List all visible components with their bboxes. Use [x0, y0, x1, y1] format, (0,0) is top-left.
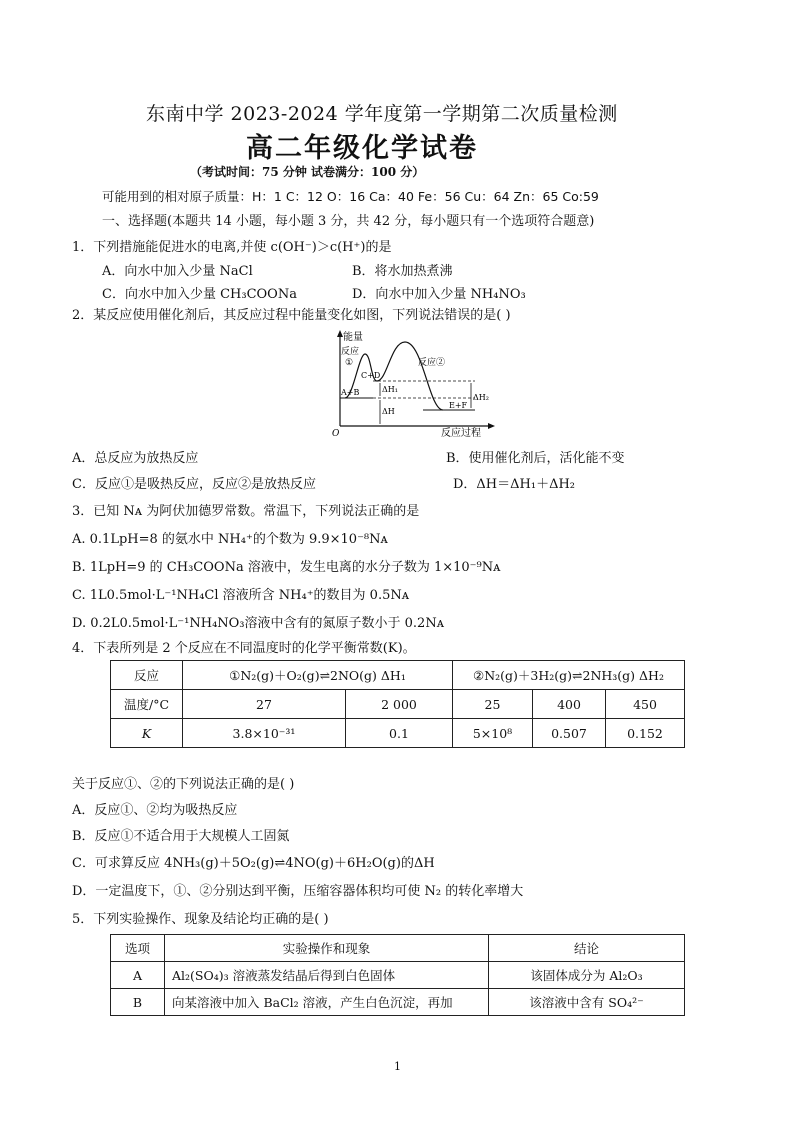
q1-option-a: A．向水中加入少量 NaCl [102, 264, 253, 279]
table-row [111, 719, 685, 748]
q4-follow: 关于反应①、②的下列说法正确的是( ) [72, 777, 295, 792]
ab-label: A+B [341, 388, 360, 397]
q1-option-b: B．将水加热煮沸 [352, 264, 453, 279]
row-label-k: K [111, 719, 183, 748]
q3-option-c: C. 1L0.5mol·L⁻¹NH₄Cl 溶液所含 NH₄⁺的数目为 0.5Nᴀ [72, 588, 410, 603]
exam-info: （考试时间：75 分钟 试卷满分：100 分） [190, 165, 425, 179]
reaction-2-label: 反应② [418, 358, 446, 368]
temp-cell: 25 [453, 690, 533, 719]
k-cell: 5×10⁸ [453, 719, 533, 748]
q1-stem: 1．下列措施能促进水的电离,并使 c(OH⁻)＞c(H⁺)的是 [72, 240, 392, 255]
x-axis-arrow [488, 423, 495, 429]
page-title: 高二年级化学试卷 [246, 133, 478, 164]
header-option: 选项 [111, 935, 165, 962]
origin-label: O [332, 429, 340, 439]
row-conclusion: 该溶液中含有 SO₄²⁻ [489, 989, 685, 1016]
q2-stem: 2．某反应使用催化剂后，其反应过程中能量变化如图，下列说法错误的是( ) [72, 308, 511, 323]
cd-label: C+D [361, 371, 381, 380]
row-option: B [111, 989, 165, 1016]
row-label-temp: 温度/°C [111, 690, 183, 719]
atomic-masses: 可能用到的相对原子质量：H：1 C：12 O：16 Ca：40 Fe：56 Cu：64 Zn：65 Co:59 [102, 189, 599, 204]
page-number: 1 [394, 1060, 401, 1073]
table-row [111, 989, 685, 1016]
row-label-reaction: 反应 [111, 661, 183, 690]
row-operation: Al₂(SO₄)₃ 溶液蒸发结晶后得到白色固体 [165, 962, 489, 989]
dh-label: ΔH [382, 407, 395, 416]
q2-option-c: C．反应①是吸热反应，反应②是放热反应 [72, 477, 316, 492]
k-cell: 0.1 [346, 719, 453, 748]
energy-diagram [325, 328, 500, 440]
q3-option-a: A. 0.1LpH=8 的氨水中 NH₄⁺的个数为 9.9×10⁻⁸Nᴀ [72, 532, 388, 547]
q1-option-c: C．向水中加入少量 CH₃COONa [102, 287, 297, 302]
dh2-label: ΔH₂ [473, 393, 489, 402]
table-row [111, 935, 685, 962]
q4-option-a: A．反应①、②均为吸热反应 [72, 803, 238, 818]
reaction-1-number: ① [345, 358, 354, 368]
experiment-table [110, 934, 685, 1016]
reaction-1-cell: ①N₂(g)＋O₂(g)⇌2NO(g) ΔH₁ [183, 661, 453, 690]
temp-cell: 450 [606, 690, 685, 719]
table-row [111, 690, 685, 719]
title-school: 东南中学 2023-2024 学年度第一学期第二次质量检测 [146, 103, 618, 125]
table-row [111, 661, 685, 690]
q1-option-d: D．向水中加入少量 NH₄NO₃ [352, 287, 526, 302]
temp-cell: 27 [183, 690, 346, 719]
k-cell: 0.507 [533, 719, 606, 748]
q4-option-d: D．一定温度下，①、②分别达到平衡，压缩容器体积均可使 N₂ 的转化率增大 [72, 884, 524, 899]
reaction-2-cell: ②N₂(g)＋3H₂(g)⇌2NH₃(g) ΔH₂ [453, 661, 685, 690]
q3-option-b: B. 1LpH=9 的 CH₃COONa 溶液中，发生电离的水分子数为 1×10⁻⁹Nᴀ [72, 560, 501, 575]
temp-cell: 2 000 [346, 690, 453, 719]
table-row [111, 962, 685, 989]
row-option: A [111, 962, 165, 989]
dh1-label: ΔH₁ [382, 385, 398, 394]
q3-stem: 3．已知 Nᴀ 为阿伏加德罗常数。常温下，下列说法正确的是 [72, 504, 420, 519]
k-cell: 3.8×10⁻³¹ [183, 719, 346, 748]
temp-cell: 400 [533, 690, 606, 719]
q4-option-b: B．反应①不适合用于大规模人工固氮 [72, 829, 290, 844]
q3-option-d: D. 0.2L0.5mol·L⁻¹NH₄NO₃溶液中含有的氮原子数小于 0.2Nᴀ [72, 616, 445, 631]
ef-label: E+F [449, 401, 468, 410]
q2-option-d: D．ΔH＝ΔH₁＋ΔH₂ [453, 477, 576, 492]
q4-option-c: C．可求算反应 4NH₃(g)＋5O₂(g)⇌4NO(g)＋6H₂O(g)的ΔH [72, 856, 435, 871]
header-conclusion: 结论 [489, 935, 685, 962]
row-operation: 向某溶液中加入 BaCl₂ 溶液，产生白色沉淀，再加 [165, 989, 489, 1016]
x-axis-label: 反应过程 [441, 428, 481, 439]
header-operation: 实验操作和现象 [165, 935, 489, 962]
equilibrium-table [110, 660, 685, 748]
k-cell: 0.152 [606, 719, 685, 748]
q5-stem: 5．下列实验操作、现象及结论均正确的是( ) [72, 912, 329, 927]
row-conclusion: 该固体成分为 Al₂O₃ [489, 962, 685, 989]
q2-option-b: B．使用催化剂后，活化能不变 [446, 451, 625, 466]
y-axis-label: 能量 [343, 332, 363, 343]
q4-stem: 4．下表所列是 2 个反应在不同温度时的化学平衡常数(K)。 [72, 641, 416, 656]
section-heading: 一、选择题(本题共 14 小题，每小题 3 分，共 42 分，每小题只有一个选项符合题意) [102, 214, 595, 229]
q2-option-a: A．总反应为放热反应 [72, 451, 199, 466]
reaction-2-curve [377, 342, 446, 410]
reaction-1-label: 反应 [341, 347, 360, 357]
